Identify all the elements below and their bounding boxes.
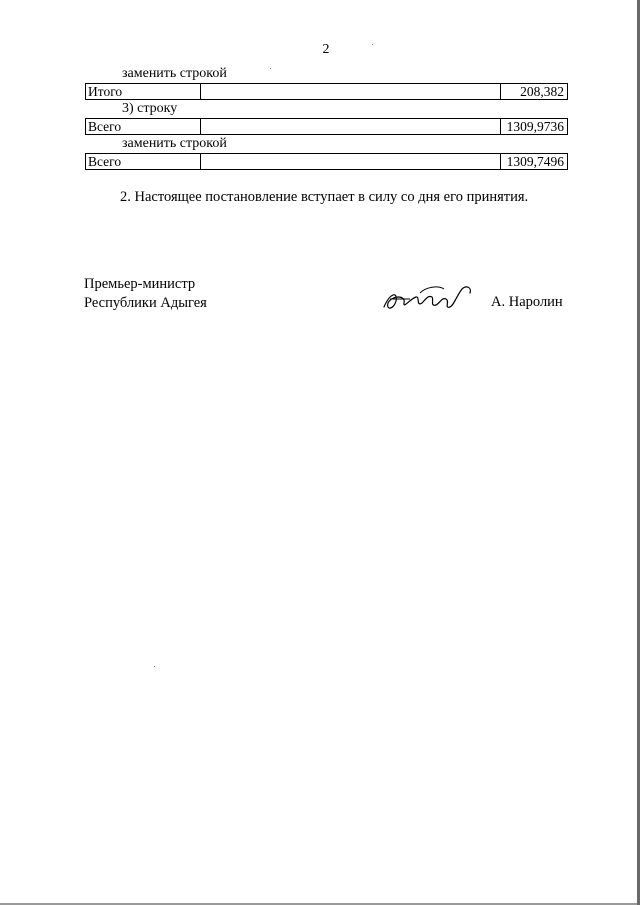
table-row	[85, 153, 568, 170]
cell-divider	[500, 84, 501, 99]
handwritten-signature	[376, 279, 476, 319]
row-value: 1309,9736	[506, 119, 564, 134]
table-row	[85, 118, 568, 135]
position-line: Премьер-министр	[84, 276, 196, 292]
row-label: Всего	[88, 119, 122, 134]
row-label: Итого	[88, 84, 123, 99]
position-line: Республики Адыгея	[84, 295, 207, 311]
cell-divider	[200, 119, 201, 134]
row-value: 1309,7496	[506, 154, 564, 169]
table-row	[85, 83, 568, 100]
scan-speck	[270, 68, 271, 69]
cell-divider	[200, 154, 201, 169]
cell-divider	[200, 84, 201, 99]
row-value: 208,382	[520, 84, 564, 99]
row-label: Всего	[88, 154, 122, 169]
scan-speck	[154, 666, 155, 667]
page-number: 2	[322, 42, 330, 57]
signatory-position	[84, 275, 207, 313]
clause-paragraph: 2. Настоящее постановление вступает в силу со дня его принятия.	[120, 189, 529, 205]
signer-name: А. Наролин	[491, 294, 563, 310]
amendment-intro: 3) строку	[122, 101, 178, 116]
cell-divider	[500, 119, 501, 134]
cell-divider	[500, 154, 501, 169]
amendment-intro: заменить строкой	[122, 66, 227, 81]
scan-speck	[372, 44, 373, 45]
amendment-intro: заменить строкой	[122, 136, 227, 151]
